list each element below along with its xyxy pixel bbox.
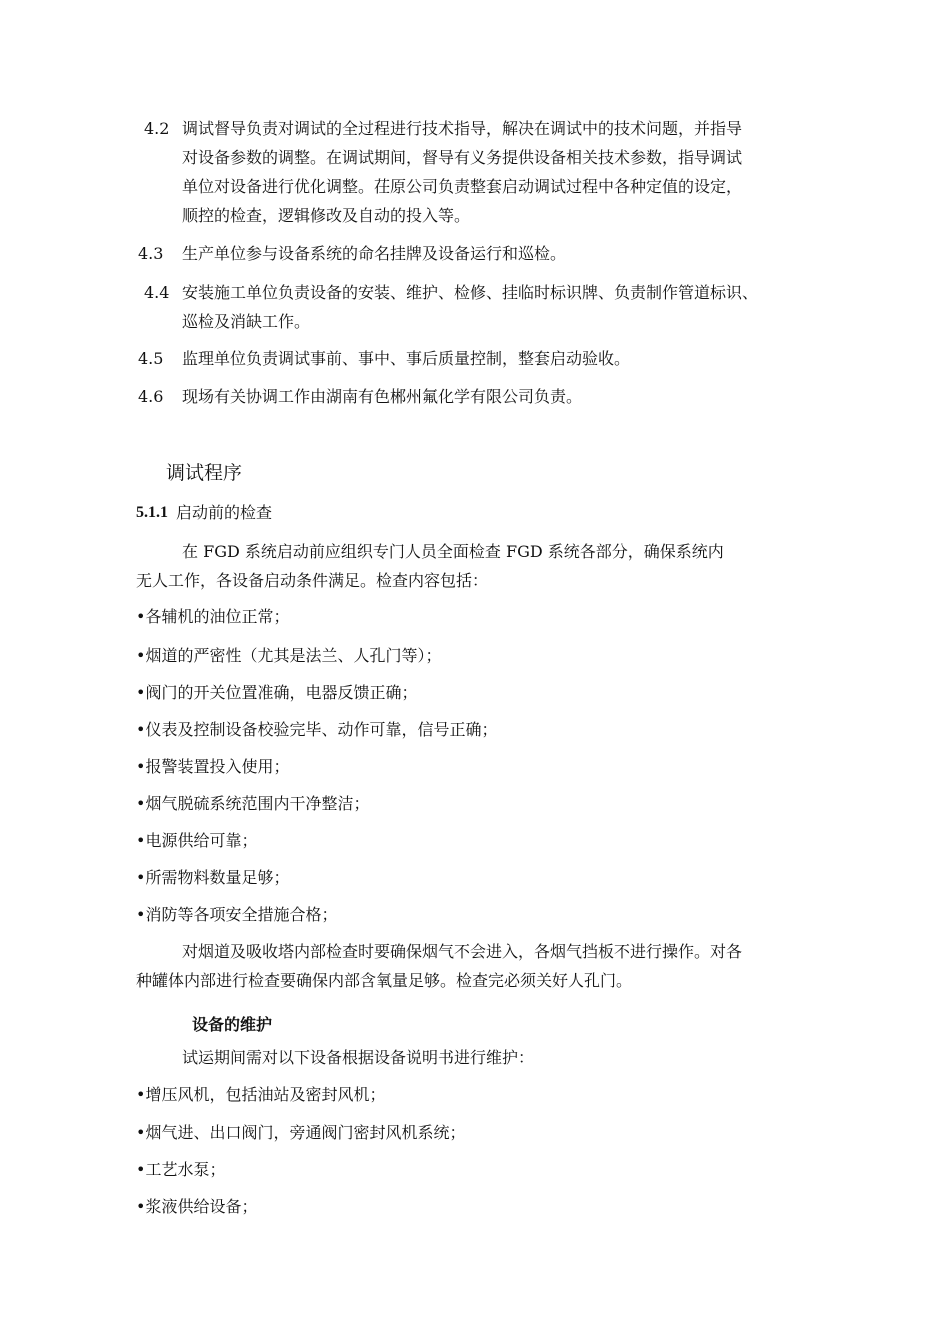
list-item: •工艺水泵； bbox=[136, 1160, 226, 1179]
list-item: •增压风机，包括油站及密封风机； bbox=[136, 1085, 386, 1104]
item-text-line: 调试督导负责对调试的全过程进行技术指导，解决在调试中的技术问题，并指导 bbox=[182, 119, 743, 138]
item-text-line: 顺控的检查，逻辑修改及自动的投入等。 bbox=[182, 206, 471, 225]
item-text-line: 单位对设备进行优化调整。茌原公司负责整套启动调试过程中各种定值的设定， bbox=[182, 177, 743, 196]
list-item: •烟气脱硫系统范围内干净整洁； bbox=[136, 794, 370, 813]
list-item: •电源供给可靠； bbox=[136, 831, 258, 850]
item-text-line: 对设备参数的调整。在调试期间，督导有义务提供设备相关技术参数，指导调试 bbox=[182, 148, 743, 167]
list-item: •报警装置投入使用； bbox=[136, 757, 290, 776]
item-number: 4.2 bbox=[144, 119, 170, 138]
subsection-title: 设备的维护 bbox=[192, 1015, 273, 1034]
item-number: 4.4 bbox=[144, 283, 170, 302]
list-item: •仪表及控制设备校验完毕、动作可靠，信号正确； bbox=[136, 720, 498, 739]
paragraph-line: 在 FGD 系统启动前应组织专门人员全面检查 FGD 系统各部分，确保系统内 bbox=[182, 542, 724, 561]
list-item: •消防等各项安全措施合格； bbox=[136, 905, 338, 924]
list-item: •浆液供给设备； bbox=[136, 1197, 258, 1216]
item-text-line: 安装施工单位负责设备的安装、维护、检修、挂临时标识牌、负责制作管道标识、 bbox=[182, 283, 759, 302]
list-item: •阀门的开关位置准确，电器反馈正确； bbox=[136, 683, 418, 702]
item-text-line: 监理单位负责调试事前、事中、事后质量控制，整套启动验收。 bbox=[182, 349, 631, 368]
item-text-line: 现场有关协调工作由湖南有色郴州氟化学有限公司负责。 bbox=[182, 387, 583, 406]
maintenance-intro: 试运期间需对以下设备根据设备说明书进行维护： bbox=[182, 1048, 535, 1067]
subsection-number: 5.1.1 bbox=[136, 504, 168, 521]
paragraph-line: 对烟道及吸收塔内部检查时要确保烟气不会进入，各烟气挡板不进行操作。对各 bbox=[182, 942, 743, 961]
item-number: 4.5 bbox=[138, 349, 164, 368]
section-title: 调试程序 bbox=[166, 462, 243, 484]
paragraph-line: 种罐体内部进行检查要确保内部含氧量足够。检查完必须关好人孔门。 bbox=[136, 971, 633, 990]
item-number: 4.3 bbox=[138, 244, 164, 263]
list-item: •烟气进、出口阀门，旁通阀门密封风机系统； bbox=[136, 1123, 466, 1142]
list-item: •所需物料数量足够； bbox=[136, 868, 290, 887]
item-text-line: 巡检及消缺工作。 bbox=[182, 312, 311, 331]
paragraph-line: 无人工作，各设备启动条件满足。检查内容包括： bbox=[136, 571, 489, 590]
item-number: 4.6 bbox=[138, 387, 164, 406]
list-item: •烟道的严密性（尤其是法兰、人孔门等）； bbox=[136, 646, 442, 665]
list-item: •各辅机的油位正常； bbox=[136, 607, 290, 626]
subsection-title: 启动前的检查 bbox=[176, 503, 273, 522]
item-text-line: 生产单位参与设备系统的命名挂牌及设备运行和巡检。 bbox=[182, 244, 567, 263]
